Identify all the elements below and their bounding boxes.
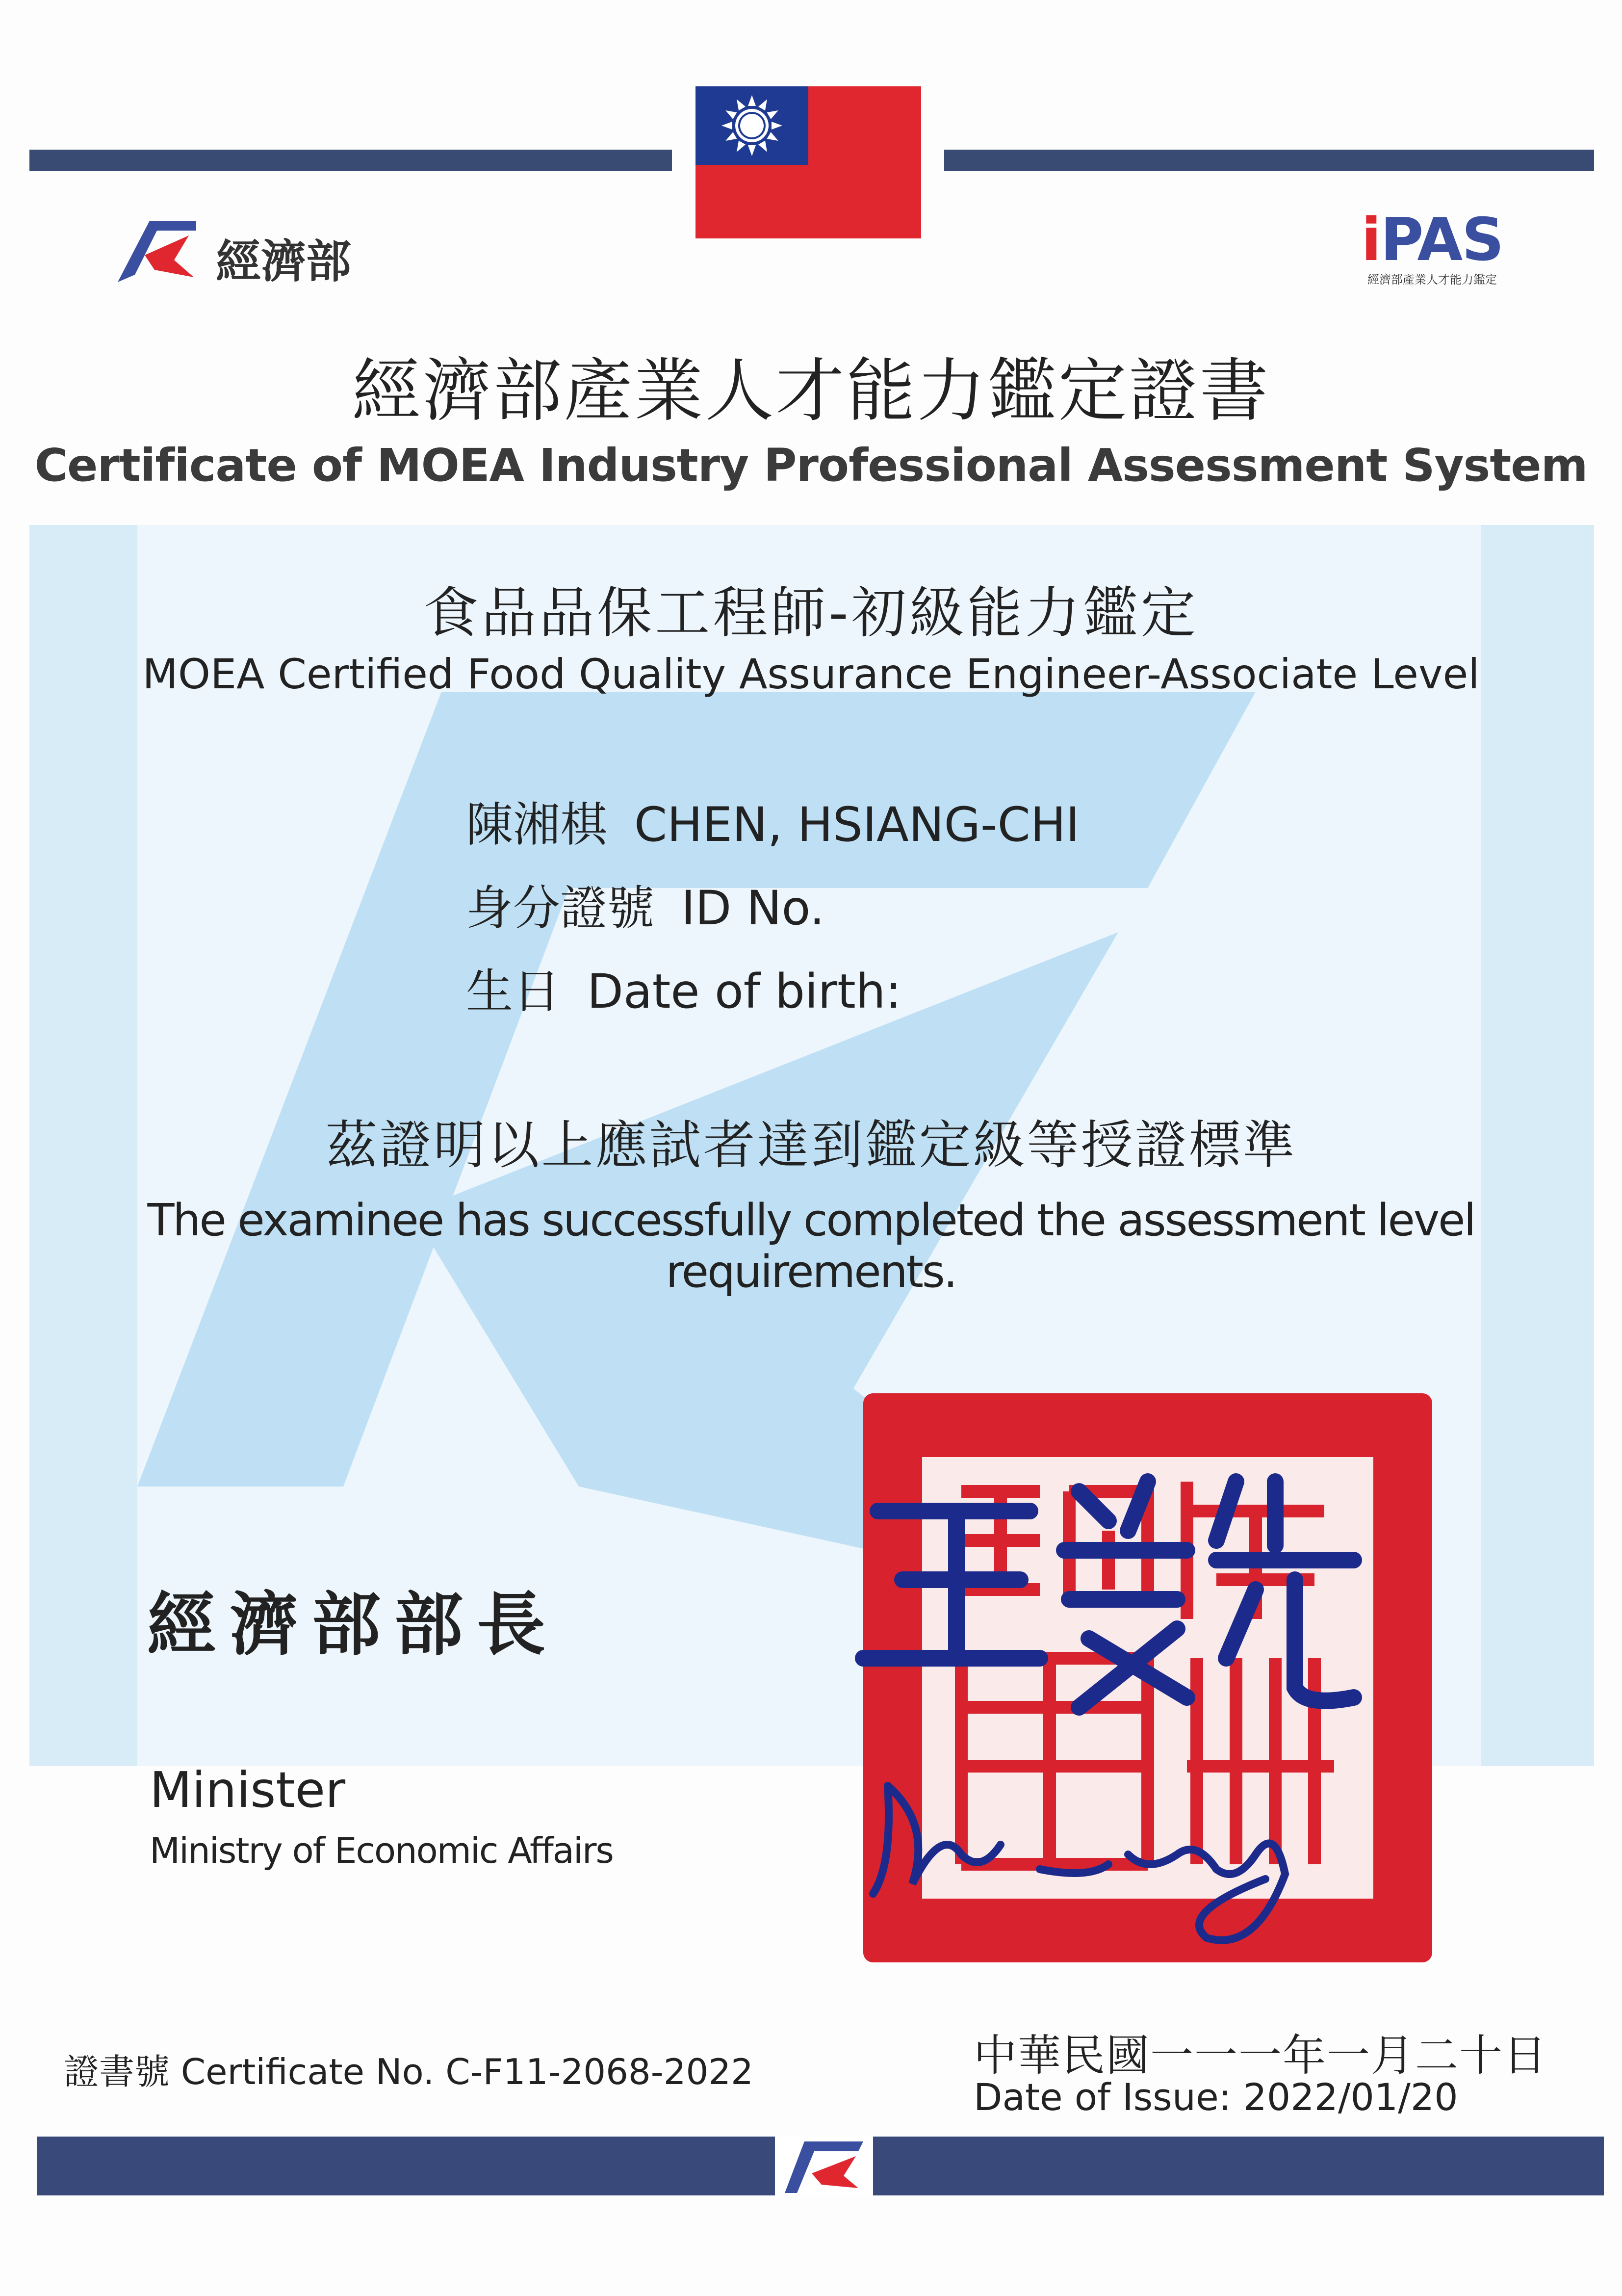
moea-mark-icon	[775, 2137, 873, 2195]
bottom-bar	[37, 2137, 1604, 2195]
flag-icon	[695, 86, 921, 238]
ministry-name-en: Ministry of Economic Affairs	[150, 1830, 613, 1871]
ipas-logo-text: iPAS	[1361, 206, 1503, 274]
issue-date-label: Date of Issue:	[974, 2075, 1232, 2119]
issue-date-en	[974, 2075, 1458, 2119]
holder-id	[466, 871, 824, 938]
dob-label-zh: 生日	[466, 964, 560, 1019]
issue-date-zh: 中華民國一一一年一月二十日	[974, 2030, 1548, 2081]
official-seal	[834, 1383, 1442, 1987]
top-bar-right	[944, 150, 1594, 171]
declaration-zh: 茲證明以上應試者達到鑑定級等授證標準	[325, 1115, 1297, 1175]
minister-title-en: Minister	[150, 1761, 346, 1819]
certification-name-en: MOEA Certified Food Quality Assurance Engineer-Associate Level	[142, 650, 1480, 698]
certificate-title-zh: 經濟部產業人才能力鑑定證書	[352, 351, 1270, 431]
holder-name-en: CHEN, HSIANG-CHI	[634, 797, 1080, 852]
cert-no-value: C-F11-2068-2022	[445, 2051, 753, 2092]
holder-dob	[466, 954, 901, 1021]
top-bar-left	[29, 150, 672, 171]
cert-no-label-en: Certificate No.	[180, 2051, 435, 2092]
certificate-title-en: Certificate of MOEA Industry Professional Assessment System	[34, 439, 1588, 492]
holder-name	[466, 787, 1080, 855]
certification-name-zh: 食品品保工程師-初級能力鑑定	[423, 581, 1199, 645]
id-label-zh: 身分證號	[466, 881, 654, 936]
cert-no-label-zh: 證書號	[64, 2051, 170, 2092]
moea-logo-text: 經濟部	[216, 235, 352, 288]
certificate-number	[64, 2043, 753, 2094]
moea-logo	[115, 216, 375, 288]
ipas-logo-subtitle: 經濟部產業人才能力鑑定	[1367, 273, 1497, 287]
ipas-logo	[1359, 206, 1506, 287]
dob-label-en: Date of birth:	[587, 964, 901, 1019]
declaration-en: The examinee has successfully completed the assessment level requirements.	[147, 1195, 1475, 1298]
holder-name-zh: 陳湘棋	[466, 797, 607, 852]
issue-date-value: 2022/01/20	[1243, 2075, 1458, 2119]
minister-title-zh: 經濟部部長	[147, 1585, 560, 1665]
id-label-en: ID No.	[681, 881, 825, 936]
